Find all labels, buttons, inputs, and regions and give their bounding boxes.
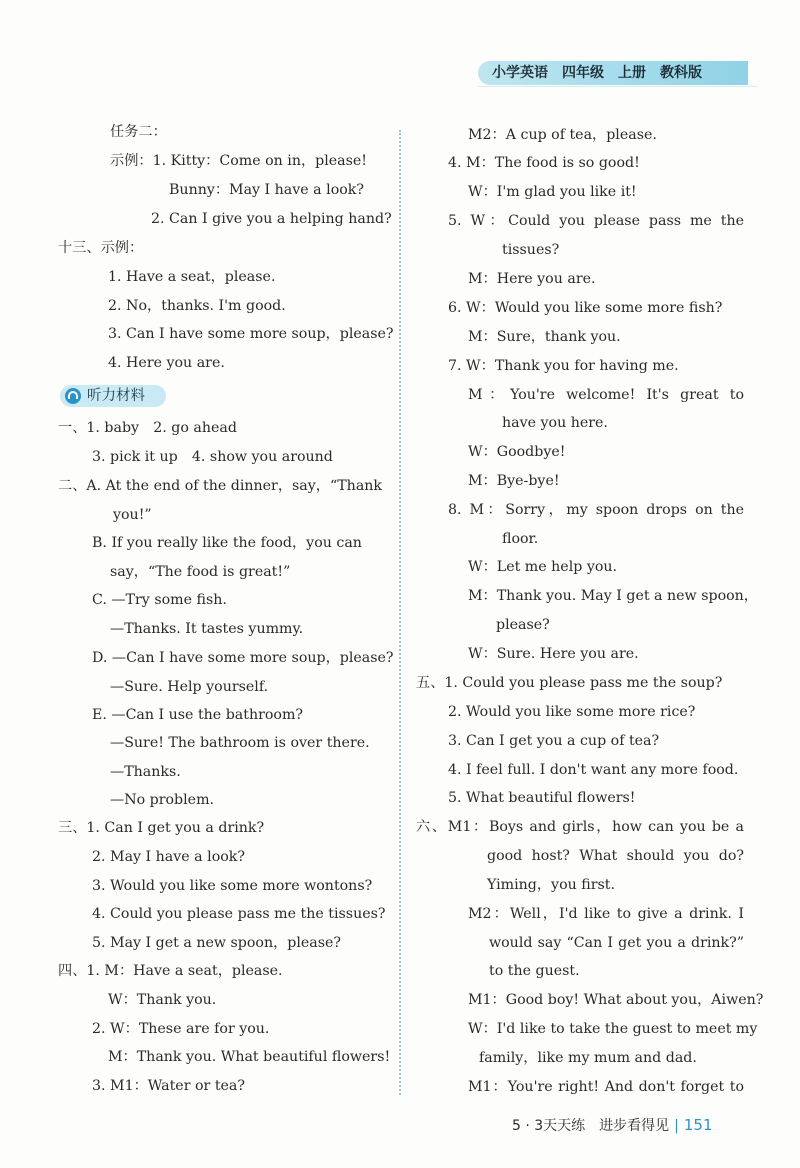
text-line: M：You're welcome! It's great to	[468, 387, 744, 403]
text-line: C. —Try some fish.	[92, 592, 227, 608]
text-line: —Thanks. It tastes yummy.	[110, 621, 304, 637]
text-line: —No problem.	[110, 792, 215, 808]
text-line: to the guest.	[489, 963, 580, 979]
text-line: 六、M1：Boys and girls，how can you be a	[416, 819, 744, 835]
text-line: M：Thank you. What beautiful flowers!	[108, 1049, 391, 1065]
text-line: 四、1. M：Have a seat，please.	[58, 963, 283, 979]
text-line: W：Thank you.	[108, 992, 217, 1008]
text-line: D. —Can I have some more soup，please?	[92, 650, 394, 666]
text-line: 3. M1：Water or tea?	[92, 1078, 245, 1094]
text-line: M：Sure，thank you.	[468, 329, 621, 345]
column-divider	[399, 130, 401, 1095]
text-line: Yiming，you first.	[487, 877, 615, 893]
text-line: W：Let me help you.	[468, 559, 618, 575]
text-line: have you here.	[502, 415, 608, 431]
text-line: you!”	[113, 507, 152, 523]
text-line: 5. W：Could you please pass me the	[448, 213, 744, 229]
text-line: 十三、示例：	[58, 240, 144, 256]
text-line: 2. W：These are for you.	[92, 1021, 270, 1037]
text-line: 1. Have a seat，please.	[108, 269, 276, 285]
text-line: 2. May I have a look?	[92, 849, 245, 865]
text-line: W：I'd like to take the guest to meet my	[468, 1021, 758, 1037]
text-line: M2：Well，I'd like to give a drink. I	[468, 906, 744, 922]
text-line: M2：A cup of tea，please.	[468, 127, 657, 143]
header-label: 小学英语 四年级 上册 教科版	[492, 65, 702, 81]
text-line: M1：Good boy! What about you，Aiwen?	[468, 992, 764, 1008]
text-line: tissues?	[502, 242, 560, 258]
header-tab	[478, 61, 748, 85]
text-line: M：Thank you. May I get a new spoon，	[468, 588, 758, 604]
text-line: W：Goodbye!	[468, 444, 566, 460]
text-line: 4. M：The food is so good!	[448, 155, 640, 171]
text-line: 示例：1. Kitty：Come on in，please!	[110, 153, 368, 169]
text-line: 4. Could you please pass me the tissues?	[92, 906, 386, 922]
header-rule	[478, 86, 758, 87]
text-line: 3. Can I have some more soup，please?	[108, 326, 394, 342]
text-line: please?	[496, 617, 550, 633]
text-line: floor.	[502, 531, 539, 547]
text-line: 任务二：	[110, 124, 167, 140]
text-line: say，“The food is great!”	[110, 564, 291, 580]
text-line: 三、1. Can I get you a drink?	[58, 820, 265, 836]
text-line: W：I'm glad you like it!	[468, 184, 637, 200]
text-line: —Sure. Help yourself.	[110, 679, 269, 695]
text-line: 3. pick it up 4. show you around	[92, 449, 333, 465]
text-line: —Thanks.	[110, 764, 181, 780]
text-line: 4. I feel full. I don't want any more food.	[448, 762, 739, 778]
headphones-icon	[65, 388, 81, 404]
text-line: 8. M：Sorry，my spoon drops on the	[448, 502, 744, 518]
listening-material-badge	[60, 385, 166, 407]
footer-text: 5 · 3天天练 进步看得见	[512, 1118, 670, 1134]
footer-separator: |	[674, 1118, 679, 1134]
text-line: 一、1. baby 2. go ahead	[58, 420, 237, 436]
text-line: Bunny：May I have a look?	[169, 182, 364, 198]
text-line: M1：You're right! And don't forget to	[468, 1079, 744, 1095]
text-line: would say “Can I get you a drink?”	[489, 935, 744, 951]
text-line: 7. W：Thank you for having me.	[448, 358, 679, 374]
text-line: E. —Can I use the bathroom?	[92, 707, 304, 723]
text-line: 6. W：Would you like some more fish?	[448, 300, 723, 316]
text-line: good host? What should you do?	[487, 848, 744, 864]
text-line: 4. Here you are.	[108, 355, 225, 371]
text-line: M：Bye-bye!	[468, 473, 560, 489]
text-line: 2. Would you like some more rice?	[448, 704, 696, 720]
text-line: family，like my mum and dad.	[479, 1050, 697, 1066]
text-line: 2. No，thanks. I'm good.	[108, 298, 286, 314]
text-line: 3. Can I get you a cup of tea?	[448, 733, 660, 749]
text-line: —Sure! The bathroom is over there.	[110, 735, 370, 751]
text-line: 3. Would you like some more wontons?	[92, 878, 373, 894]
text-line: 2. Can I give you a helping hand?	[151, 211, 392, 227]
text-line: 5. May I get a new spoon，please?	[92, 935, 342, 951]
text-line: 五、1. Could you please pass me the soup?	[416, 675, 723, 691]
text-line: W：Sure. Here you are.	[468, 646, 639, 662]
page-footer	[512, 1115, 713, 1135]
text-line: B. If you really like the food，you can	[92, 535, 362, 551]
text-line: 5. What beautiful flowers!	[448, 790, 636, 806]
badge-label: 听力材料	[87, 388, 145, 404]
text-line: M：Here you are.	[468, 271, 596, 287]
page-number: 151	[683, 1116, 713, 1134]
text-line: 二、A. At the end of the dinner，say，“Thank	[58, 478, 383, 494]
